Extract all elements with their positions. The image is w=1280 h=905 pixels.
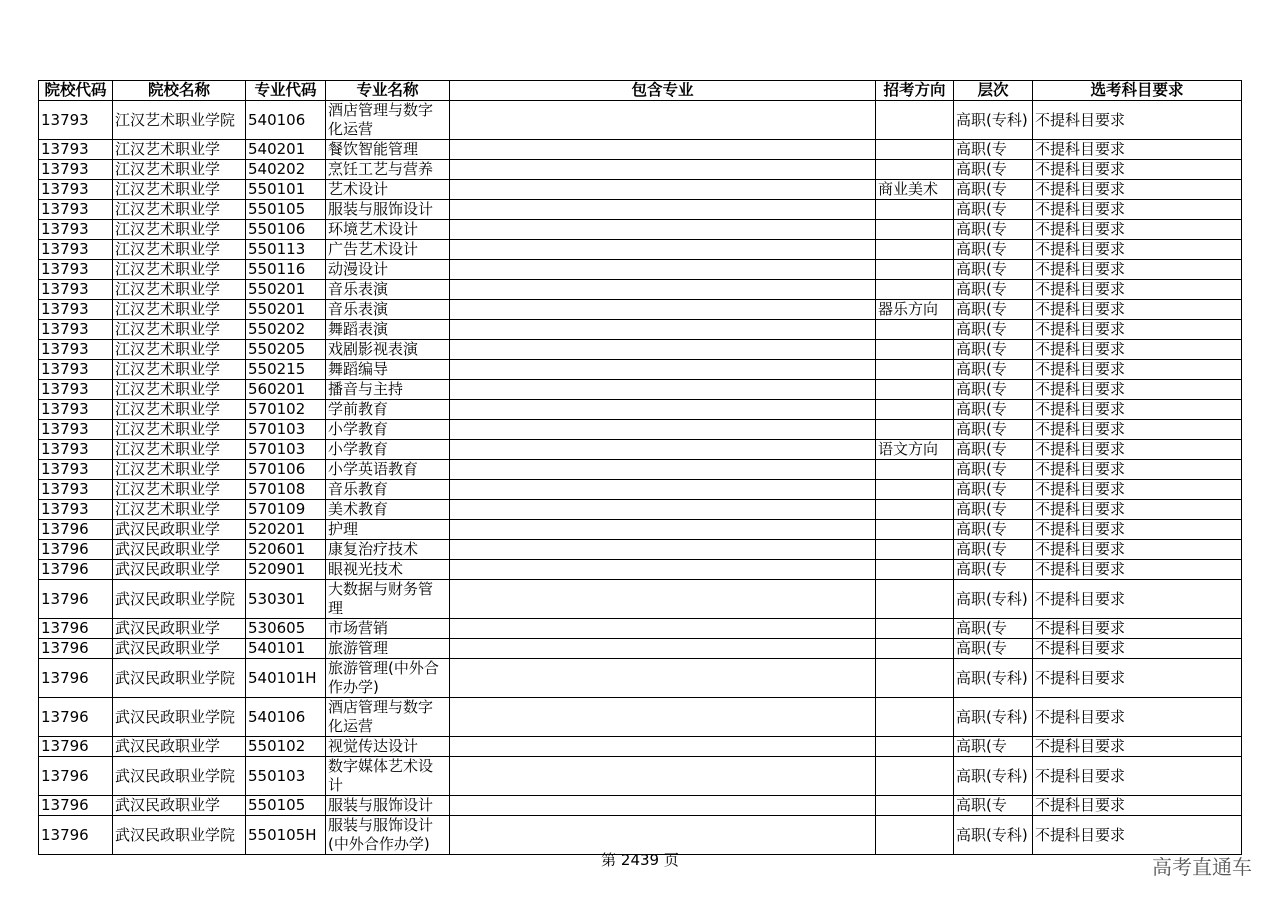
cell-direction bbox=[876, 420, 954, 440]
cell-level: 高职(专 bbox=[954, 360, 1033, 380]
cell-major-name: 烹饪工艺与营养 bbox=[326, 160, 450, 180]
table-row bbox=[39, 180, 1242, 200]
cell-school-code: 13793 bbox=[39, 101, 113, 140]
table-row bbox=[39, 160, 1242, 180]
cell-subject-req: 不提科目要求 bbox=[1033, 280, 1242, 300]
cell-level: 高职(专 bbox=[954, 340, 1033, 360]
cell-included-majors bbox=[450, 220, 876, 240]
cell-major-name: 服装与服饰设计(中外合作办学) bbox=[326, 816, 450, 855]
cell-school-code: 13793 bbox=[39, 200, 113, 220]
cell-subject-req: 不提科目要求 bbox=[1033, 698, 1242, 737]
cell-level: 高职(专 bbox=[954, 480, 1033, 500]
header-subject-req: 选考科目要求 bbox=[1033, 81, 1242, 101]
table-row bbox=[39, 737, 1242, 757]
cell-included-majors bbox=[450, 260, 876, 280]
table-row bbox=[39, 200, 1242, 220]
cell-major-name: 餐饮智能管理 bbox=[326, 140, 450, 160]
cell-major-name: 舞蹈编导 bbox=[326, 360, 450, 380]
cell-school-name: 武汉民政职业学 bbox=[113, 619, 246, 639]
cell-school-name: 江汉艺术职业学 bbox=[113, 320, 246, 340]
cell-included-majors bbox=[450, 320, 876, 340]
cell-subject-req: 不提科目要求 bbox=[1033, 260, 1242, 280]
cell-school-name: 武汉民政职业学院 bbox=[113, 757, 246, 796]
cell-major-code: 550201 bbox=[246, 280, 326, 300]
cell-school-code: 13796 bbox=[39, 698, 113, 737]
cell-school-name: 江汉艺术职业学 bbox=[113, 240, 246, 260]
cell-direction: 语文方向 bbox=[876, 440, 954, 460]
cell-included-majors bbox=[450, 639, 876, 659]
cell-direction bbox=[876, 160, 954, 180]
cell-school-name: 江汉艺术职业学 bbox=[113, 220, 246, 240]
cell-school-code: 13796 bbox=[39, 540, 113, 560]
cell-school-name: 武汉民政职业学 bbox=[113, 540, 246, 560]
cell-major-name: 播音与主持 bbox=[326, 380, 450, 400]
cell-school-name: 江汉艺术职业学 bbox=[113, 380, 246, 400]
cell-level: 高职(专科) bbox=[954, 580, 1033, 619]
cell-major-name: 护理 bbox=[326, 520, 450, 540]
table-row bbox=[39, 639, 1242, 659]
cell-direction bbox=[876, 140, 954, 160]
cell-included-majors bbox=[450, 160, 876, 180]
cell-school-code: 13793 bbox=[39, 260, 113, 280]
cell-major-code: 520201 bbox=[246, 520, 326, 540]
cell-included-majors bbox=[450, 420, 876, 440]
cell-direction bbox=[876, 737, 954, 757]
cell-direction bbox=[876, 480, 954, 500]
cell-included-majors bbox=[450, 180, 876, 200]
cell-subject-req: 不提科目要求 bbox=[1033, 360, 1242, 380]
cell-included-majors bbox=[450, 757, 876, 796]
cell-major-code: 520601 bbox=[246, 540, 326, 560]
table-row bbox=[39, 540, 1242, 560]
cell-school-code: 13796 bbox=[39, 639, 113, 659]
cell-school-name: 江汉艺术职业学 bbox=[113, 160, 246, 180]
table-row bbox=[39, 500, 1242, 520]
cell-major-name: 环境艺术设计 bbox=[326, 220, 450, 240]
cell-direction bbox=[876, 200, 954, 220]
cell-subject-req: 不提科目要求 bbox=[1033, 560, 1242, 580]
admissions-table bbox=[38, 80, 1242, 855]
table-row bbox=[39, 380, 1242, 400]
cell-subject-req: 不提科目要求 bbox=[1033, 380, 1242, 400]
cell-level: 高职(专 bbox=[954, 737, 1033, 757]
cell-major-name: 酒店管理与数字化运营 bbox=[326, 101, 450, 140]
cell-included-majors bbox=[450, 380, 876, 400]
table-row bbox=[39, 440, 1242, 460]
cell-school-name: 武汉民政职业学 bbox=[113, 737, 246, 757]
cell-direction bbox=[876, 757, 954, 796]
cell-major-code: 570108 bbox=[246, 480, 326, 500]
cell-direction: 器乐方向 bbox=[876, 300, 954, 320]
cell-major-code: 540106 bbox=[246, 698, 326, 737]
header-school-name: 院校名称 bbox=[113, 81, 246, 101]
cell-direction bbox=[876, 500, 954, 520]
cell-major-name: 舞蹈表演 bbox=[326, 320, 450, 340]
cell-subject-req: 不提科目要求 bbox=[1033, 757, 1242, 796]
cell-school-name: 武汉民政职业学 bbox=[113, 520, 246, 540]
cell-major-name: 小学教育 bbox=[326, 440, 450, 460]
cell-level: 高职(专 bbox=[954, 320, 1033, 340]
header-school-code: 院校代码 bbox=[39, 81, 113, 101]
cell-school-code: 13796 bbox=[39, 737, 113, 757]
cell-included-majors bbox=[450, 520, 876, 540]
cell-level: 高职(专 bbox=[954, 180, 1033, 200]
cell-school-code: 13793 bbox=[39, 240, 113, 260]
cell-direction bbox=[876, 796, 954, 816]
cell-direction bbox=[876, 460, 954, 480]
cell-subject-req: 不提科目要求 bbox=[1033, 520, 1242, 540]
cell-subject-req: 不提科目要求 bbox=[1033, 500, 1242, 520]
cell-school-name: 武汉民政职业学院 bbox=[113, 659, 246, 698]
cell-level: 高职(专 bbox=[954, 220, 1033, 240]
cell-major-name: 酒店管理与数字化运营 bbox=[326, 698, 450, 737]
cell-subject-req: 不提科目要求 bbox=[1033, 796, 1242, 816]
cell-direction bbox=[876, 240, 954, 260]
cell-level: 高职(专 bbox=[954, 400, 1033, 420]
cell-major-code: 550102 bbox=[246, 737, 326, 757]
cell-level: 高职(专 bbox=[954, 560, 1033, 580]
cell-major-code: 530301 bbox=[246, 580, 326, 619]
cell-school-code: 13793 bbox=[39, 440, 113, 460]
cell-school-name: 江汉艺术职业学 bbox=[113, 420, 246, 440]
cell-major-name: 音乐表演 bbox=[326, 280, 450, 300]
cell-major-code: 550202 bbox=[246, 320, 326, 340]
cell-level: 高职(专科) bbox=[954, 659, 1033, 698]
cell-school-code: 13793 bbox=[39, 500, 113, 520]
cell-school-code: 13796 bbox=[39, 757, 113, 796]
cell-major-name: 小学教育 bbox=[326, 420, 450, 440]
cell-major-name: 音乐表演 bbox=[326, 300, 450, 320]
cell-major-code: 550215 bbox=[246, 360, 326, 380]
table-row bbox=[39, 360, 1242, 380]
cell-included-majors bbox=[450, 698, 876, 737]
cell-level: 高职(专 bbox=[954, 540, 1033, 560]
cell-level: 高职(专 bbox=[954, 500, 1033, 520]
table-row bbox=[39, 460, 1242, 480]
cell-subject-req: 不提科目要求 bbox=[1033, 220, 1242, 240]
cell-included-majors bbox=[450, 280, 876, 300]
cell-subject-req: 不提科目要求 bbox=[1033, 460, 1242, 480]
cell-major-code: 570106 bbox=[246, 460, 326, 480]
cell-level: 高职(专 bbox=[954, 280, 1033, 300]
cell-school-name: 江汉艺术职业学 bbox=[113, 360, 246, 380]
cell-school-code: 13793 bbox=[39, 140, 113, 160]
header-included-majors: 包含专业 bbox=[450, 81, 876, 101]
cell-direction bbox=[876, 260, 954, 280]
cell-subject-req: 不提科目要求 bbox=[1033, 400, 1242, 420]
cell-major-name: 美术教育 bbox=[326, 500, 450, 520]
table-body bbox=[39, 101, 1242, 855]
cell-included-majors bbox=[450, 560, 876, 580]
cell-subject-req: 不提科目要求 bbox=[1033, 101, 1242, 140]
cell-major-code: 540101H bbox=[246, 659, 326, 698]
cell-major-code: 550105 bbox=[246, 796, 326, 816]
cell-major-name: 艺术设计 bbox=[326, 180, 450, 200]
cell-major-code: 550103 bbox=[246, 757, 326, 796]
cell-subject-req: 不提科目要求 bbox=[1033, 540, 1242, 560]
cell-direction bbox=[876, 560, 954, 580]
cell-school-code: 13793 bbox=[39, 160, 113, 180]
cell-major-name: 戏剧影视表演 bbox=[326, 340, 450, 360]
cell-included-majors bbox=[450, 101, 876, 140]
cell-direction bbox=[876, 659, 954, 698]
cell-subject-req: 不提科目要求 bbox=[1033, 200, 1242, 220]
cell-major-code: 550105H bbox=[246, 816, 326, 855]
cell-school-name: 江汉艺术职业学 bbox=[113, 260, 246, 280]
cell-level: 高职(专 bbox=[954, 639, 1033, 659]
cell-subject-req: 不提科目要求 bbox=[1033, 659, 1242, 698]
table-row bbox=[39, 480, 1242, 500]
cell-school-code: 13793 bbox=[39, 420, 113, 440]
table-row bbox=[39, 560, 1242, 580]
cell-major-code: 540201 bbox=[246, 140, 326, 160]
cell-subject-req: 不提科目要求 bbox=[1033, 340, 1242, 360]
cell-subject-req: 不提科目要求 bbox=[1033, 320, 1242, 340]
cell-level: 高职(专 bbox=[954, 460, 1033, 480]
cell-subject-req: 不提科目要求 bbox=[1033, 440, 1242, 460]
cell-included-majors bbox=[450, 540, 876, 560]
cell-level: 高职(专 bbox=[954, 420, 1033, 440]
cell-level: 高职(专科) bbox=[954, 698, 1033, 737]
table-row bbox=[39, 619, 1242, 639]
cell-school-code: 13793 bbox=[39, 480, 113, 500]
cell-direction: 商业美术 bbox=[876, 180, 954, 200]
cell-major-code: 540101 bbox=[246, 639, 326, 659]
cell-major-code: 570109 bbox=[246, 500, 326, 520]
cell-school-name: 武汉民政职业学 bbox=[113, 796, 246, 816]
cell-school-name: 江汉艺术职业学 bbox=[113, 500, 246, 520]
cell-school-name: 江汉艺术职业学 bbox=[113, 140, 246, 160]
table-row bbox=[39, 140, 1242, 160]
cell-school-name: 江汉艺术职业学 bbox=[113, 200, 246, 220]
cell-major-code: 550113 bbox=[246, 240, 326, 260]
cell-level: 高职(专 bbox=[954, 619, 1033, 639]
cell-major-name: 服装与服饰设计 bbox=[326, 200, 450, 220]
cell-direction bbox=[876, 220, 954, 240]
cell-included-majors bbox=[450, 200, 876, 220]
cell-direction bbox=[876, 698, 954, 737]
cell-subject-req: 不提科目要求 bbox=[1033, 420, 1242, 440]
cell-school-code: 13793 bbox=[39, 360, 113, 380]
cell-school-code: 13793 bbox=[39, 460, 113, 480]
cell-school-code: 13796 bbox=[39, 520, 113, 540]
cell-major-code: 550116 bbox=[246, 260, 326, 280]
cell-subject-req: 不提科目要求 bbox=[1033, 160, 1242, 180]
cell-school-name: 江汉艺术职业学 bbox=[113, 480, 246, 500]
cell-level: 高职(专 bbox=[954, 260, 1033, 280]
cell-school-name: 武汉民政职业学院 bbox=[113, 816, 246, 855]
cell-major-name: 旅游管理(中外合作办学) bbox=[326, 659, 450, 698]
cell-school-name: 江汉艺术职业学 bbox=[113, 400, 246, 420]
cell-included-majors bbox=[450, 580, 876, 619]
cell-direction bbox=[876, 101, 954, 140]
header-level: 层次 bbox=[954, 81, 1033, 101]
table-row bbox=[39, 280, 1242, 300]
cell-major-code: 540202 bbox=[246, 160, 326, 180]
cell-school-name: 武汉民政职业学院 bbox=[113, 580, 246, 619]
table-row bbox=[39, 420, 1242, 440]
cell-school-name: 江汉艺术职业学 bbox=[113, 300, 246, 320]
cell-major-name: 旅游管理 bbox=[326, 639, 450, 659]
cell-level: 高职(专 bbox=[954, 380, 1033, 400]
cell-direction bbox=[876, 639, 954, 659]
cell-direction bbox=[876, 580, 954, 619]
cell-major-name: 眼视光技术 bbox=[326, 560, 450, 580]
cell-subject-req: 不提科目要求 bbox=[1033, 300, 1242, 320]
cell-major-code: 570103 bbox=[246, 440, 326, 460]
cell-direction bbox=[876, 340, 954, 360]
cell-school-name: 江汉艺术职业学 bbox=[113, 280, 246, 300]
cell-school-name: 江汉艺术职业学 bbox=[113, 340, 246, 360]
cell-major-code: 550201 bbox=[246, 300, 326, 320]
watermark: 高考直通车 bbox=[1152, 855, 1252, 879]
cell-major-name: 音乐教育 bbox=[326, 480, 450, 500]
cell-major-code: 550106 bbox=[246, 220, 326, 240]
cell-major-code: 570102 bbox=[246, 400, 326, 420]
page-number: 第 2439 页 bbox=[601, 851, 679, 869]
cell-school-code: 13793 bbox=[39, 220, 113, 240]
cell-level: 高职(专科) bbox=[954, 816, 1033, 855]
cell-major-name: 视觉传达设计 bbox=[326, 737, 450, 757]
table-row bbox=[39, 320, 1242, 340]
cell-subject-req: 不提科目要求 bbox=[1033, 619, 1242, 639]
cell-school-code: 13796 bbox=[39, 580, 113, 619]
cell-major-name: 广告艺术设计 bbox=[326, 240, 450, 260]
cell-major-name: 学前教育 bbox=[326, 400, 450, 420]
header-direction: 招考方向 bbox=[876, 81, 954, 101]
cell-included-majors bbox=[450, 737, 876, 757]
table-row bbox=[39, 300, 1242, 320]
cell-school-name: 武汉民政职业学 bbox=[113, 639, 246, 659]
header-row bbox=[39, 81, 1242, 101]
cell-included-majors bbox=[450, 500, 876, 520]
cell-subject-req: 不提科目要求 bbox=[1033, 480, 1242, 500]
cell-direction bbox=[876, 619, 954, 639]
cell-level: 高职(专科) bbox=[954, 757, 1033, 796]
cell-school-code: 13796 bbox=[39, 796, 113, 816]
cell-subject-req: 不提科目要求 bbox=[1033, 180, 1242, 200]
cell-included-majors bbox=[450, 480, 876, 500]
table-row bbox=[39, 220, 1242, 240]
cell-school-code: 13796 bbox=[39, 619, 113, 639]
cell-direction bbox=[876, 400, 954, 420]
cell-school-name: 武汉民政职业学院 bbox=[113, 698, 246, 737]
cell-school-code: 13793 bbox=[39, 300, 113, 320]
cell-major-name: 康复治疗技术 bbox=[326, 540, 450, 560]
cell-direction bbox=[876, 540, 954, 560]
table-row bbox=[39, 659, 1242, 698]
cell-included-majors bbox=[450, 440, 876, 460]
cell-school-name: 江汉艺术职业学 bbox=[113, 460, 246, 480]
table-row bbox=[39, 698, 1242, 737]
table-row bbox=[39, 796, 1242, 816]
cell-included-majors bbox=[450, 659, 876, 698]
cell-level: 高职(专 bbox=[954, 520, 1033, 540]
cell-included-majors bbox=[450, 619, 876, 639]
cell-major-code: 530605 bbox=[246, 619, 326, 639]
cell-school-name: 江汉艺术职业学 bbox=[113, 180, 246, 200]
table-row bbox=[39, 580, 1242, 619]
cell-included-majors bbox=[450, 340, 876, 360]
cell-direction bbox=[876, 380, 954, 400]
cell-major-name: 数字媒体艺术设计 bbox=[326, 757, 450, 796]
cell-major-code: 550101 bbox=[246, 180, 326, 200]
cell-direction bbox=[876, 280, 954, 300]
cell-major-name: 大数据与财务管理 bbox=[326, 580, 450, 619]
table-row bbox=[39, 101, 1242, 140]
table-row bbox=[39, 400, 1242, 420]
header-major-name: 专业名称 bbox=[326, 81, 450, 101]
cell-major-code: 520901 bbox=[246, 560, 326, 580]
cell-included-majors bbox=[450, 360, 876, 380]
cell-included-majors bbox=[450, 300, 876, 320]
cell-level: 高职(专 bbox=[954, 240, 1033, 260]
cell-included-majors bbox=[450, 400, 876, 420]
header-major-code: 专业代码 bbox=[246, 81, 326, 101]
table-row bbox=[39, 520, 1242, 540]
cell-subject-req: 不提科目要求 bbox=[1033, 816, 1242, 855]
cell-included-majors bbox=[450, 796, 876, 816]
cell-subject-req: 不提科目要求 bbox=[1033, 639, 1242, 659]
cell-subject-req: 不提科目要求 bbox=[1033, 580, 1242, 619]
cell-school-code: 13796 bbox=[39, 560, 113, 580]
cell-school-code: 13793 bbox=[39, 400, 113, 420]
cell-subject-req: 不提科目要求 bbox=[1033, 140, 1242, 160]
cell-major-name: 服装与服饰设计 bbox=[326, 796, 450, 816]
cell-school-code: 13793 bbox=[39, 320, 113, 340]
cell-school-code: 13796 bbox=[39, 816, 113, 855]
cell-major-name: 动漫设计 bbox=[326, 260, 450, 280]
cell-school-code: 13793 bbox=[39, 340, 113, 360]
cell-included-majors bbox=[450, 140, 876, 160]
cell-major-code: 550105 bbox=[246, 200, 326, 220]
cell-level: 高职(专 bbox=[954, 796, 1033, 816]
cell-direction bbox=[876, 520, 954, 540]
cell-direction bbox=[876, 360, 954, 380]
cell-level: 高职(专 bbox=[954, 140, 1033, 160]
cell-included-majors bbox=[450, 460, 876, 480]
cell-major-name: 小学英语教育 bbox=[326, 460, 450, 480]
cell-major-code: 570103 bbox=[246, 420, 326, 440]
cell-subject-req: 不提科目要求 bbox=[1033, 240, 1242, 260]
cell-level: 高职(专 bbox=[954, 200, 1033, 220]
cell-major-code: 540106 bbox=[246, 101, 326, 140]
cell-major-name: 市场营销 bbox=[326, 619, 450, 639]
cell-included-majors bbox=[450, 240, 876, 260]
cell-level: 高职(专 bbox=[954, 160, 1033, 180]
cell-school-name: 武汉民政职业学 bbox=[113, 560, 246, 580]
cell-subject-req: 不提科目要求 bbox=[1033, 737, 1242, 757]
table-row bbox=[39, 757, 1242, 796]
cell-major-code: 550205 bbox=[246, 340, 326, 360]
table-row bbox=[39, 340, 1242, 360]
cell-direction bbox=[876, 320, 954, 340]
table-row bbox=[39, 260, 1242, 280]
cell-school-name: 江汉艺术职业学 bbox=[113, 440, 246, 460]
cell-school-name: 江汉艺术职业学院 bbox=[113, 101, 246, 140]
cell-school-code: 13796 bbox=[39, 659, 113, 698]
cell-major-code: 560201 bbox=[246, 380, 326, 400]
cell-school-code: 13793 bbox=[39, 380, 113, 400]
cell-school-code: 13793 bbox=[39, 280, 113, 300]
cell-school-code: 13793 bbox=[39, 180, 113, 200]
cell-level: 高职(专 bbox=[954, 440, 1033, 460]
table-row bbox=[39, 240, 1242, 260]
cell-level: 高职(专 bbox=[954, 300, 1033, 320]
cell-level: 高职(专科) bbox=[954, 101, 1033, 140]
